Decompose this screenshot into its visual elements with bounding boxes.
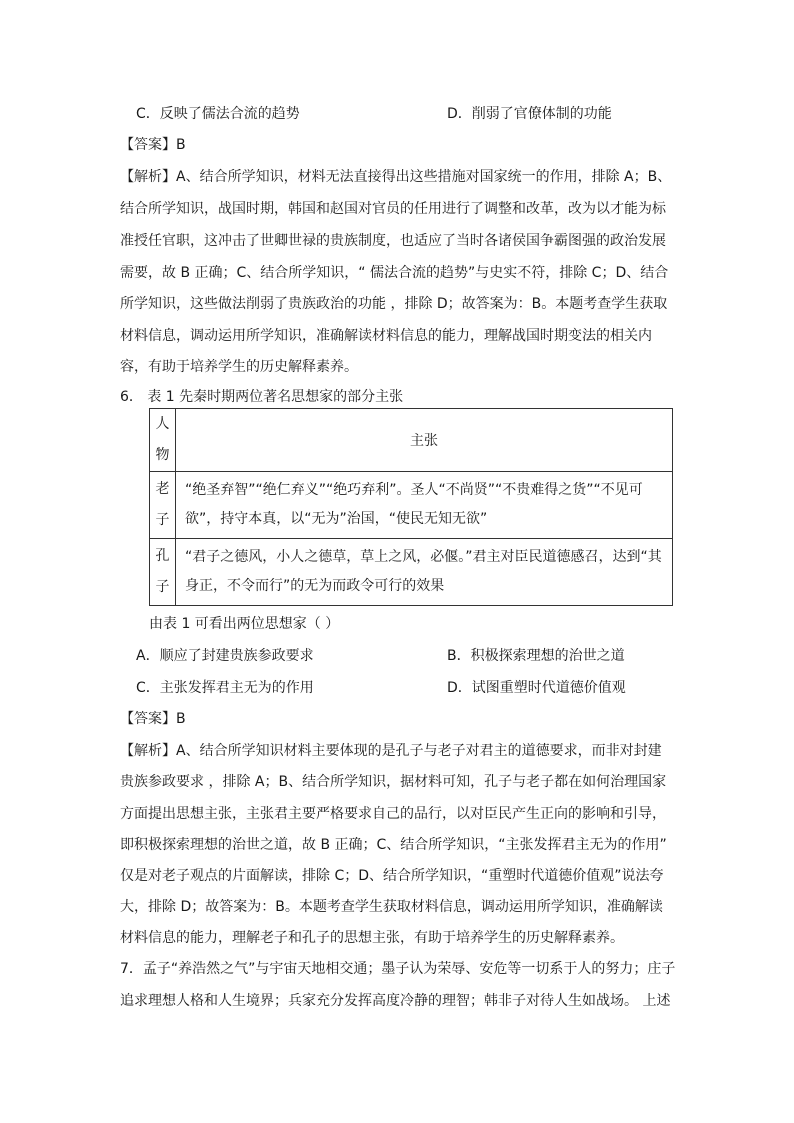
name-char: 孔 <box>155 548 170 564</box>
row-name-cell <box>150 472 176 539</box>
q6-answer: 【答案】B <box>120 711 186 727</box>
q6-analysis-line: 方面提出思想主张，主张君主要严格要求自己的品行，以对臣民产生正向的影响和引导， <box>120 806 666 822</box>
row-claim-text: “君子之德风，小人之德草，草上之风，必偃。”君主对臣民道德感召，达到“其身正，不令而行”的无为而政令可行的效果 <box>185 549 662 594</box>
thinkers-table <box>149 408 673 606</box>
q5-analysis-line: 【解析】A、结合所学知识，材料无法直接得出这些措施对国家统一的作用，排除 A；B、 <box>120 169 672 185</box>
q5-analysis-line: 需要，故 B 正确；C、结合所学知识，“ 儒法合流的趋势”与史实不符，排除 C；D、结合 <box>120 265 669 281</box>
q6-option-a: A．顺应了封建贵族参政要求 <box>136 648 314 664</box>
q6-stem: 6． 表 1 先秦时期两位著名思想家的部分主张 <box>120 389 404 405</box>
q5-analysis-line: 结合所学知识，战国时期，韩国和赵国对官员的任用进行了调整和改革，改为以才能为标 <box>120 201 666 217</box>
name-char: 老 <box>155 481 170 497</box>
q5-analysis-line: 容，有助于培养学生的历史解释素养。 <box>120 359 358 375</box>
row-claim-text: “绝圣弃智”“绝仁弃义”“绝巧弃利”。圣人“不尚贤”“不贵难得之货”“不见可欲”，持守本真，以“无为”治国，“使民无知无欲” <box>185 482 643 527</box>
table-row <box>150 539 673 606</box>
q6-analysis-line: 大，排除 D；故答案为：B。本题考查学生获取材料信息，调动运用所学知识，准确解读 <box>120 899 663 915</box>
header-cell-person <box>150 409 176 472</box>
q6-analysis-line: 仅是对老子观点的片面解读，排除 C；D、结合所学知识，“重塑时代道德价值观”说法夸 <box>120 868 664 884</box>
header-char: 人 <box>155 416 170 432</box>
name-char: 子 <box>155 579 170 595</box>
q6-analysis-line: 贵族参政要求 ，排除 A；B、结合所学知识，据材料可知，孔子与老子都在如何治理国家 <box>120 774 667 790</box>
q5-answer: 【答案】B <box>120 137 186 153</box>
q6-option-d: D．试图重塑时代道德价值观 <box>447 680 626 696</box>
q5-option-c: C．反映了儒法合流的趋势 <box>136 106 300 122</box>
header-cell-claim: 主张 <box>176 409 673 472</box>
q5-option-d: D．削弱了官僚体制的功能 <box>447 106 612 122</box>
q6-analysis-line: 【解析】A、结合所学知识材料主要体现的是孔子与老子对君主的道德要求，而非对封建 <box>120 743 662 759</box>
q5-analysis-line: 准授任官职，这冲击了世卿世禄的贵族制度，也适应了当时各诸侯国争霸图强的政治发展 <box>120 233 666 249</box>
table-row <box>150 472 673 539</box>
header-char: 物 <box>155 447 170 463</box>
row-name-cell <box>150 539 176 606</box>
q6-analysis-line: 材料信息的能力，理解老子和孔子的思想主张，有助于培养学生的历史解释素养。 <box>120 930 624 946</box>
q6-analysis-line: 即积极探索理想的治世之道，故 B 正确；C、结合所学知识，“主张发挥君主无为的作用” <box>120 837 667 853</box>
q5-analysis-line: 材料信息，调动运用所学知识，准确解读材料信息的能力，理解战国时期变法的相关内 <box>120 328 652 344</box>
q5-analysis-line: 所学知识，这些做法削弱了贵族政治的功能 ，排除 D；故答案为：B。本题考查学生获取 <box>120 296 668 312</box>
table-header-row <box>150 409 673 472</box>
q6-option-c: C．主张发挥君主无为的作用 <box>136 680 314 696</box>
row-claim-cell <box>176 539 673 606</box>
q7-line: 7．孟子“养浩然之气”与宇宙天地相交通；墨子认为荣辱、安危等一切系于人的努力；庄子 <box>120 961 676 977</box>
q7-line: 追求理想人格和人生境界；兵家充分发挥高度冷静的理智；韩非子对待人生如战场。 上述 <box>120 993 671 1009</box>
q6-question: 由表 1 可看出两位思想家（ ） <box>149 616 340 632</box>
q6-option-b: B．积极探索理想的治世之道 <box>447 648 625 664</box>
name-char: 子 <box>155 512 170 528</box>
row-claim-cell <box>176 472 673 539</box>
